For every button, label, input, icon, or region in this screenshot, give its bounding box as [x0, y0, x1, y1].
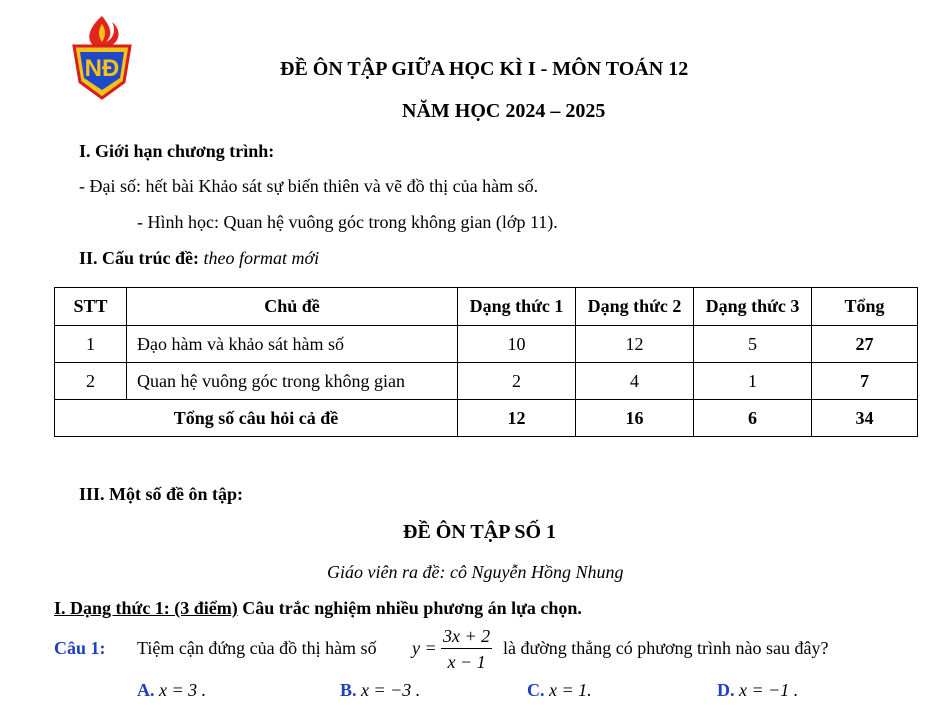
table-cell: 16	[576, 400, 694, 437]
table-cell: Đạo hàm và khảo sát hàm số	[127, 326, 458, 363]
section1-heading: I. Giới hạn chương trình:	[79, 141, 275, 161]
option-text: x = 3 .	[159, 680, 207, 700]
table-cell: 27	[812, 326, 918, 363]
table-total-row	[55, 400, 918, 437]
option-b[interactable]	[340, 680, 420, 701]
part1-label: I. Dạng thức 1: (3 điểm)	[54, 598, 238, 618]
table-cell: Quan hệ vuông góc trong không gian	[127, 363, 458, 400]
table-total-label: Tổng số câu hỏi cả đề	[55, 400, 458, 437]
option-text: x = −3 .	[361, 680, 421, 700]
table-cell: 1	[694, 363, 812, 400]
part1-description: Câu trắc nghiệm nhiều phương án lựa chọn.	[242, 598, 582, 618]
table-cell: 34	[812, 400, 918, 437]
table-header-cell: Dạng thức 3	[694, 288, 812, 326]
section1-line1: - Đại số: hết bài Khảo sát sự biến thiên và vẽ đồ thị của hàm số.	[79, 176, 539, 196]
exam-structure-table	[54, 287, 918, 437]
question1-text-after: là đường thẳng có phương trình nào sau đây?	[503, 638, 829, 658]
table-row	[55, 363, 918, 400]
logo-letters: NĐ	[84, 55, 120, 82]
table-header-cell: Tổng	[812, 288, 918, 326]
question1-fraction	[441, 624, 492, 675]
exam-teacher: Giáo viên ra đề: cô Nguyễn Hồng Nhung	[327, 562, 624, 582]
table-header-cell: Dạng thức 2	[576, 288, 694, 326]
option-letter: C.	[527, 680, 545, 700]
section2-heading-line	[79, 248, 319, 269]
table-cell: 6	[694, 400, 812, 437]
question1-text-before: Tiệm cận đứng của đồ thị hàm số	[137, 638, 377, 658]
table-cell: 5	[694, 326, 812, 363]
section2-heading: II. Cấu trúc đề:	[79, 248, 199, 268]
option-letter: A.	[137, 680, 155, 700]
school-logo	[66, 12, 138, 104]
section1-line2: - Hình học: Quan hệ vuông góc trong không gian (lớp 11).	[137, 212, 558, 232]
option-c[interactable]	[527, 680, 592, 701]
table-cell: 12	[458, 400, 576, 437]
table-cell: 10	[458, 326, 576, 363]
table-header-cell: Dạng thức 1	[458, 288, 576, 326]
exam-title: ĐỀ ÔN TẬP SỐ 1	[403, 521, 556, 543]
option-text: x = −1 .	[739, 680, 799, 700]
option-letter: B.	[340, 680, 357, 700]
table-cell: 12	[576, 326, 694, 363]
option-a[interactable]	[137, 680, 206, 701]
question1-fn-lhs: y =	[412, 638, 437, 658]
section3-heading: III. Một số đề ôn tập:	[79, 484, 244, 504]
option-letter: D.	[717, 680, 735, 700]
question1-label: Câu 1:	[54, 638, 106, 658]
table-cell: 1	[55, 326, 127, 363]
section2-note: theo format mới	[203, 248, 320, 268]
document-title: ĐỀ ÔN TẬP GIỮA HỌC KÌ I - MÔN TOÁN 12	[280, 58, 689, 80]
fraction-numerator: 3x + 2	[441, 624, 492, 649]
option-text: x = 1.	[549, 680, 592, 700]
table-cell: 2	[458, 363, 576, 400]
table-header-row	[55, 288, 918, 326]
table-header-cell: Chủ đề	[127, 288, 458, 326]
option-d[interactable]	[717, 680, 798, 701]
fraction-denominator: x − 1	[447, 652, 486, 672]
table-cell: 4	[576, 363, 694, 400]
table-header-cell: STT	[55, 288, 127, 326]
table-cell: 7	[812, 363, 918, 400]
part1-line	[54, 598, 582, 619]
table-cell: 2	[55, 363, 127, 400]
school-year: NĂM HỌC 2024 – 2025	[402, 100, 606, 122]
table-row	[55, 326, 918, 363]
